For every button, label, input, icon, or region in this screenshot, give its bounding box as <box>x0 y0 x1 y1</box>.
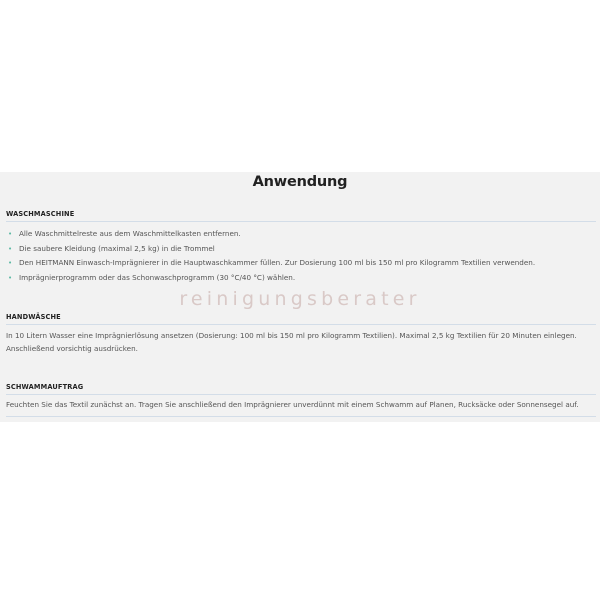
waschmaschine-list <box>8 227 593 285</box>
list-item <box>8 271 593 286</box>
schwammauftrag-text: Feuchten Sie das Textil zunächst an. Tragen Sie anschließend den Imprägnierer unverdünnt mit einem Schwamm auf Planen, Rucksäcke oder Sonnensegel auf. <box>6 400 579 409</box>
bullet-icon: • <box>8 273 13 282</box>
bullet-icon: • <box>8 259 13 267</box>
anwendung-panel <box>0 172 600 422</box>
list-item-text: Den HEITMANN Einwasch-Imprägnierer in die Hauptwaschkammer füllen. Zur Dosierung 100 ml bis 150 ml pro Kilogramm Textilien verwenden. <box>19 258 536 267</box>
watermark: reinigungsberater <box>179 288 421 310</box>
section-divider <box>6 324 596 325</box>
section-divider <box>6 221 596 222</box>
section-divider <box>6 416 596 417</box>
bullet-icon: • <box>8 230 13 238</box>
list-item <box>8 242 593 257</box>
section-heading-handwaesche: HANDWÄSCHE <box>6 313 61 321</box>
list-item <box>8 256 593 271</box>
section-divider <box>6 394 596 395</box>
list-item-text: Die saubere Kleidung (maximal 2,5 kg) in die Trommel <box>19 243 215 253</box>
section-heading-waschmaschine: WASCHMASCHINE <box>6 210 75 218</box>
list-item-text: Imprägnierprogramm oder das Schonwaschprogramm (30 °C/40 °C) wählen. <box>19 272 296 282</box>
list-item <box>8 227 593 242</box>
handwaesche-text: In 10 Litern Wasser eine Imprägnierlösung ansetzen (Dosierung: 100 ml bis 150 ml pro Kilogramm Textilien). Maximal 2,5 kg Textilien für 20 Minuten einlegen. Anschließend vorsichtig ausdrücken. <box>6 331 577 353</box>
section-heading-schwammauftrag: SCHWAMMAUFTRAG <box>6 383 84 391</box>
page-title: Anwendung <box>252 174 348 190</box>
bullet-icon: • <box>8 244 13 253</box>
list-item-text: Alle Waschmittelreste aus dem Waschmittelkasten entfernen. <box>19 229 241 238</box>
